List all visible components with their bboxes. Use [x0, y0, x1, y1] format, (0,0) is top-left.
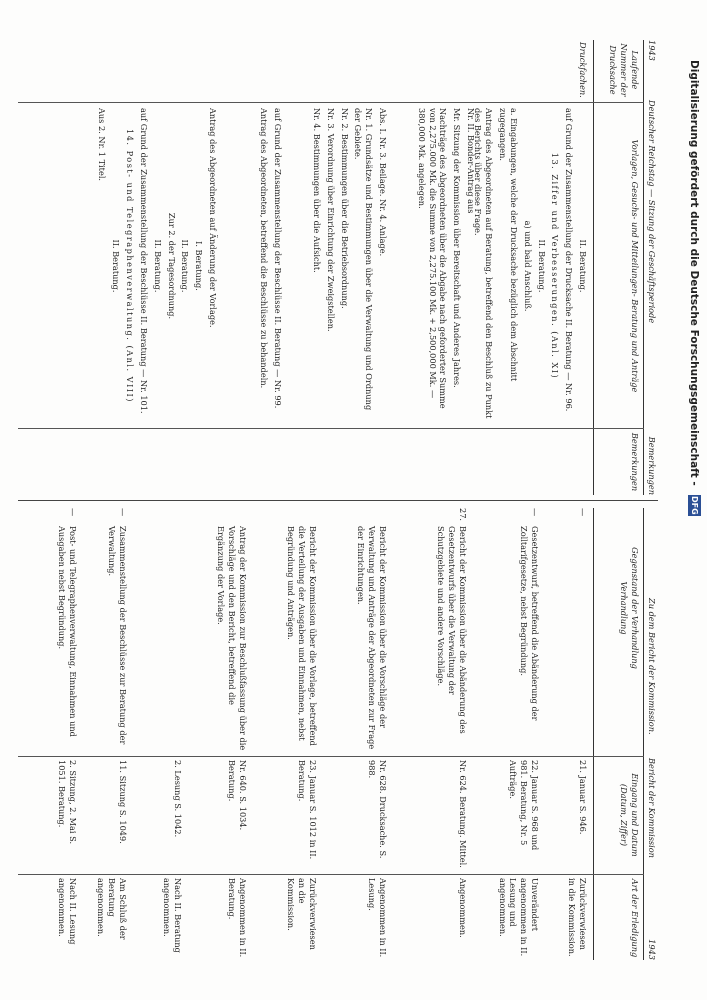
- right-row-0-result: Zurückverwiesen in die Kommission.: [567, 878, 588, 957]
- line: Mr. Sitzung der Kommission über Bereitschaft und Anderes Jahres.: [452, 108, 463, 388]
- right-row-3-date: Nr. 628. Drucksache. S. 988.: [367, 760, 388, 859]
- right-row-4-date: 23. Januar S. 1012 in II. Beratung.: [297, 760, 318, 860]
- right-row-2-mark: 27.: [458, 508, 468, 522]
- left-col-divider-1: [18, 102, 644, 103]
- col-date-title: Eingang und Datum: [630, 773, 640, 857]
- right-row-1-result: Unverändert angenommen in II. Lesung und angenommen.: [497, 878, 540, 957]
- left-column-headers: [593, 40, 642, 495]
- col-subject-header: [618, 508, 640, 708]
- right-row-8-mark: —: [68, 508, 78, 517]
- right-row-6-result: Nach II. Beratung angenommen.: [162, 878, 183, 953]
- line: Nr. 2. Bestimmungen über die Betriebsordnung.: [339, 108, 350, 309]
- right-row-5-subject: Antrag der Kommission zur Beschlußfassung über die Vorschläge und den Bericht, betreffend die Ergänzung der Vorlage.: [216, 526, 248, 751]
- left-head-right: Bemerkungen: [647, 436, 657, 495]
- right-row-4-result: Zurückverwiesen an die Kommission.: [286, 878, 318, 950]
- right-row-6-date: 2. Lesung S. 1042.: [173, 760, 183, 838]
- left-col-divider-2: [18, 428, 644, 429]
- right-row-7-result: Am Schluß der Beratung angenommen.: [96, 878, 128, 940]
- right-running-head: [643, 508, 658, 960]
- line: 14. Post- und Telegraphenverwaltung. (Anl. VIII): [125, 129, 136, 403]
- col-subject-title: Gegenstand der Verhandlung: [630, 547, 640, 669]
- right-row-8-date: 2. Sitzung, 2. Mai S. 1051. Beratung.: [57, 760, 78, 845]
- right-row-0-mark: —: [578, 508, 588, 517]
- col-subject-header: Vorlagen, Gesuchs- und Mitteilungen- Beratung und Anträge: [630, 139, 640, 393]
- col-subject-sub: Verhandlung: [619, 581, 630, 635]
- right-row-3-subject: Bericht der Kommission über die Vorschläge der Verwaltung und Anträge der Abgeordneten zur Frage der Einrichtungen.: [356, 526, 388, 750]
- line: II. Beratung.: [152, 239, 163, 293]
- line: auf Grund der Zusammenstellung der Drucksache II. Beratung — Nr. 96.: [564, 108, 575, 412]
- right-col-divider-1: [18, 756, 644, 757]
- right-head-title: Zu dem Bericht der Kommission.: [647, 598, 657, 735]
- left-page: [18, 40, 658, 495]
- left-head-title: Deutscher Reichstag — Sitzung der Geschäftsperiode: [647, 100, 657, 324]
- line: Antrag des Abgeordneten auf Änderung der Vorlage.: [208, 108, 218, 328]
- col-remarks-header: Bemerkungen: [630, 432, 640, 492]
- right-row-7-date: 11. Sitzung S. 1049.: [118, 760, 128, 844]
- left-row-1-text: [413, 108, 476, 424]
- col-number-header: Laufende Nummer der Drucksache: [608, 43, 640, 97]
- dfg-logo: DFG: [690, 496, 699, 516]
- line: I. Beratung.: [194, 241, 205, 291]
- right-row-1-subject: Gesetzentwurf, betreffend die Abänderung der Zolltarifgesetze, nebst Begründung.: [519, 526, 540, 721]
- left-row-0-number: Druckfachen.: [578, 42, 588, 98]
- line: II. Beratung.: [536, 239, 547, 293]
- line: auf Grund der Zusammenstellung der Beschlüsse II. Beratung — Nr. 101.: [138, 108, 149, 414]
- left-row-4-text: [94, 108, 218, 424]
- left-page-number: 1943: [647, 40, 657, 61]
- line: a. Eingabungen, welche der Drucksache bezüglich dem Abschnitt zugegangen.: [498, 108, 519, 382]
- right-row-1-date: 22. Januar S. 968 und 981. Beratung, Nr. 5 Aufträge.: [508, 760, 540, 851]
- right-column-headers: [593, 508, 642, 960]
- line: Aus 2. Nr. 1 Titel.: [97, 108, 108, 182]
- right-row-2-subject: Bericht der Kommission über die Abänderung des Gesetzentwurfs über die Verwaltung der Schutzgebiete und andere Vorschläge.: [436, 526, 468, 734]
- line: Antrag des Abgeordneten auf Beratung, betreffend den Beschluß zu Punkt des Berichts über diese Frage.: [473, 108, 495, 419]
- line: Abs. I. Nr. 3. Beilage. Nr. 4. Anlage.: [378, 108, 388, 257]
- line: 13. Ziffer und Verbesserungen. (Anl. XI): [550, 152, 561, 380]
- line: Zur 2. der Tagesordnung.: [166, 212, 177, 320]
- right-row-2-result: Angenommen.: [458, 878, 468, 938]
- left-row-3-text: [255, 108, 283, 424]
- line: Nachträge des Abgeordneten über die Abgabe nach geforderter Summe von 2,275.000 Mk. die Summe von 2,275.100 Mk. + 2,500,000 Mk. — 380,000 Mk. angelegen.: [416, 108, 449, 409]
- line: a) und bald Anschluß.: [522, 220, 533, 312]
- right-page: [18, 508, 658, 960]
- right-row-5-result: Angenommen in II. Beratung.: [227, 878, 248, 958]
- left-row-2-text: [308, 108, 388, 424]
- left-running-head: [643, 40, 658, 495]
- right-row-0-date: 21. Januar S. 946.: [578, 760, 588, 835]
- digitization-stamp: [687, 60, 701, 580]
- col-result-header: Art der Erledigung: [630, 878, 640, 958]
- right-row-2-date: Nr. 624. Beratung. Mittel.: [458, 760, 468, 868]
- left-row-0-text: [470, 108, 588, 424]
- right-row-7-subject: Zusammenstellung der Beschlüsse zur Beratung der Verwaltung.: [107, 526, 128, 745]
- line: Antrag des Abgeordneten, betreffend die Beschlüsse zu behandeln.: [259, 108, 270, 389]
- right-row-4-subject: Bericht der Kommission über die Vorlage, betreffend die Verteilung der Ausgaben und Einnahmen, nebst Begründung und Anträgen.: [286, 526, 318, 746]
- line: II. Beratung.: [111, 239, 122, 293]
- page-gutter: [18, 500, 658, 501]
- line: Nr. II. Bonder-Antrag aus: [466, 108, 476, 214]
- right-head-mid: Bericht der Kommission: [647, 758, 657, 858]
- col-date-header: [618, 760, 640, 870]
- right-row-8-result: Nach II. Lesung angenommen.: [57, 878, 78, 945]
- line: Nr. 1. Grundsätze und Bestimmungen über die Verwaltung und Ordnung der Gebiete.: [353, 108, 375, 411]
- right-row-1-mark: —: [530, 508, 540, 517]
- line: II. Beratung.: [180, 239, 191, 293]
- right-col-divider-2: [18, 874, 644, 875]
- col-date-sub: (Datum, Ziffer): [619, 783, 630, 847]
- rotated-sheet: [18, 40, 658, 960]
- right-row-7-mark: —: [118, 508, 128, 517]
- right-page-number: 1943: [647, 939, 657, 960]
- right-row-3-result: Angenommen in II. Lesung.: [367, 878, 388, 958]
- line: II. Beratung.: [578, 239, 588, 293]
- stamp-text: Digitalisierung gefördert durch die Deutsche Forschungsgemeinschaft -: [688, 60, 700, 486]
- right-row-5-date: Nr. 640. S. 1034. Beratung.: [227, 760, 248, 831]
- line: auf Grund der Zusammenstellung der Beschlüsse II. Beratung — Nr. 99.: [273, 108, 283, 409]
- line: Nr. 3. Verordnung über Einrichtung der Zweigstellen.: [325, 108, 336, 332]
- line: Nr. 4. Bestimmungen über die Aufsicht.: [311, 108, 322, 273]
- right-row-8-subject: Post- und Telegraphenverwaltung, Einnahmen und Ausgaben nebst Begründung.: [57, 526, 78, 737]
